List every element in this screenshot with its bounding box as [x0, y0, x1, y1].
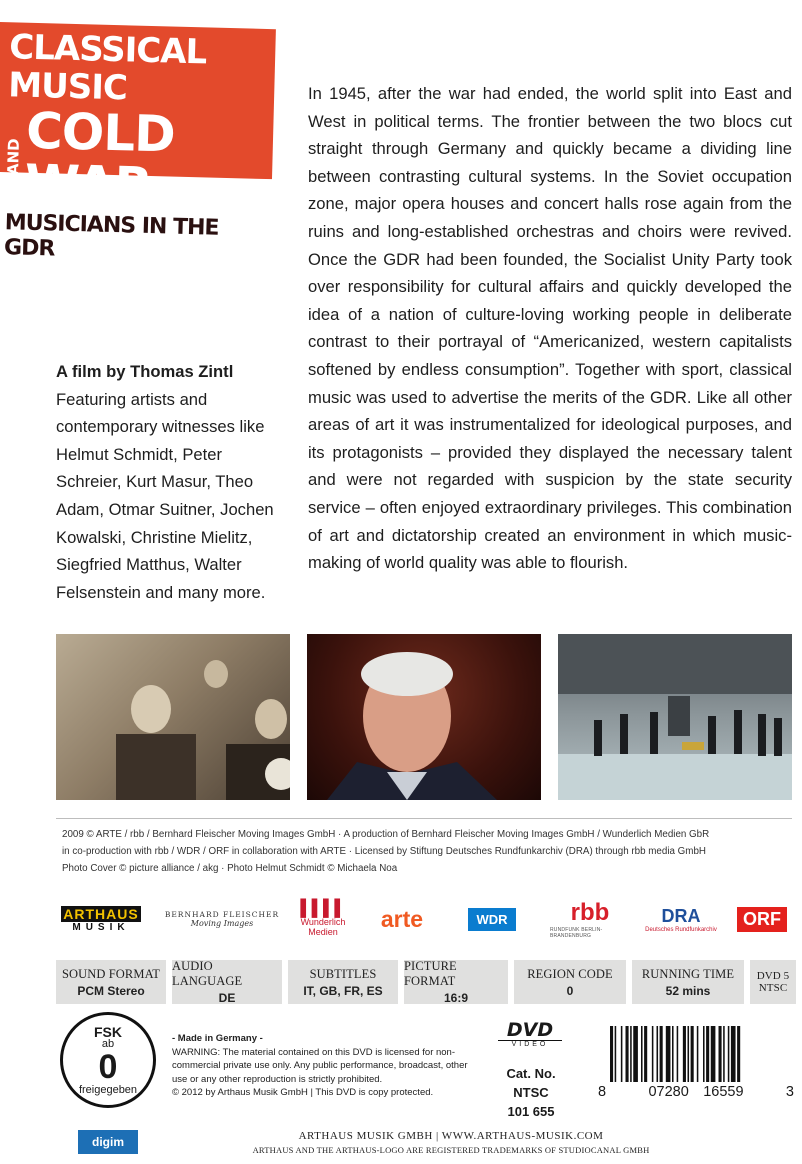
barcode-group-1: 07280 [648, 1084, 689, 1100]
wunderlich-logo-line2: Medien [308, 927, 338, 937]
spec-value: 0 [566, 983, 574, 998]
barcode-icon [598, 1026, 794, 1088]
dvd-logo-mark: DVD [506, 1019, 554, 1041]
fsk-freigegeben: freigegeben [78, 1083, 138, 1096]
fleischer-logo-name: BERNHARD FLEISCHER [164, 910, 280, 919]
barcode-digits [598, 1084, 794, 1100]
wunderlich-mark-icon: ▌▌▌▌ [300, 900, 346, 917]
spec-region-code [514, 960, 626, 1004]
fsk-label: FSK [94, 1023, 122, 1040]
crowd-photo-shapes [56, 634, 290, 800]
dra-logo [644, 896, 718, 942]
spec-label: SUBTITLES [309, 966, 377, 981]
spec-label: SOUND FORMAT [61, 966, 161, 981]
partner-logos [56, 896, 792, 942]
arthaus-logo-top: ARTHAUS [63, 905, 139, 922]
barcode-group-2: 16559 [703, 1084, 744, 1100]
made-in-germany: - Made in Germany - [172, 1033, 263, 1044]
spec-value: IT, GB, FR, ES [303, 983, 383, 998]
credits-heading: A film by Thomas Zintl [56, 362, 234, 381]
spec-value: PCM Stereo [77, 983, 145, 998]
title-banner [0, 22, 276, 262]
spec-sound-format [56, 960, 166, 1004]
arte-logo: arte [380, 905, 424, 932]
title-line-1: CLASSICAL MUSIC [7, 27, 207, 109]
digim-logo: digim [78, 1130, 138, 1154]
orf-logo [732, 896, 792, 942]
rbb-logo-text: rbb [570, 899, 610, 926]
dra-logo-text: DRA [661, 905, 701, 926]
copyright-warning [172, 1032, 482, 1100]
spec-audio-language [172, 960, 282, 1004]
rbb-logo-sub: RUNDFUNK BERLIN-BRANDENBURG [550, 927, 603, 939]
wunderlich-logo-line1: Wunderlich [300, 917, 346, 927]
film-credits [56, 358, 292, 606]
spec-picture-format [404, 960, 508, 1004]
fsk-ab: ab [101, 1037, 115, 1050]
catalog-value: 101 655 [507, 1104, 555, 1119]
catalog-label: Cat. No. NTSC [506, 1066, 556, 1100]
photo-portrait [307, 634, 541, 800]
spec-subtitles [288, 960, 398, 1004]
wdr-logo [454, 896, 530, 942]
fleischer-logo-sub: Moving Images [190, 919, 254, 928]
spec-table [56, 960, 796, 1004]
rbb-logo [550, 896, 630, 942]
photo-crowd [56, 634, 290, 800]
spec-value: NTSC [758, 982, 788, 994]
fleischer-logo [164, 896, 280, 942]
legal-line-2: in co-production with rbb / WDR / ORF in collaboration with ARTE · Licensed by Stiftung Deutsches Rundfunkarchiv (DRA) through rbb media GmbH [62, 846, 706, 857]
fsk-rating-badge [60, 1012, 156, 1108]
portrait-photo-shapes [307, 634, 541, 800]
footer-line-1: ARTHAUS MUSIK GMBH | WWW.ARTHAUS-MUSIK.COM [298, 1130, 604, 1142]
spec-label: REGION CODE [527, 966, 613, 981]
synopsis-text: In 1945, after the war had ended, the world split into East and West in political terms. The frontier between the two blocs cut straight through Germany and quickly became a dividing line between contrasting cultural systems. In the Soviet occupation zone, major opera houses and concert halls rose again from the ruins and long-established orchestras and choirs were revived. Once the GDR had been founded, the Socialist Unity Party took over responsibility for cultural affairs and quickly developed the idea of a nation of culture-loving working people in deliberate contrast to their portrayal of “Americanized, western capitalists softened by endless consumption”. Together with sport, classical music was used to advertise the merits of the GDR. Like all other areas of art it was instrumentalized for ideological purposes, and its protagonists – provided they displayed the necessary talent and were not regarded with suspicion by the state security service – often enjoyed extraordinary privileges. This combination of art and dictatorship created an environment in which music-making of world quality was able to flourish. [308, 84, 792, 573]
arthaus-logo-bottom: MUSIK [72, 921, 130, 933]
arthaus-logo [56, 896, 146, 942]
credits-text: Featuring artists and contemporary witnesses like Helmut Schmidt, Peter Schreier, Kurt Masur, Theo Adam, Otmar Suitner, Jochen Kowalski, Christine Mielitz, Siegfried Matthus, Walter Felsenstein and many more. [56, 389, 274, 602]
title-line-2 [4, 101, 266, 216]
footer [156, 1130, 746, 1155]
title-subtitle: MUSICIANS IN THE GDR [3, 210, 219, 262]
dvd-video-logo [498, 1020, 562, 1060]
warning-text: WARNING: The material contained on this DVD is licensed for non-commercial private use only. Any public performance, broadcast, other use or any other reproduction is strictly prohibited. [172, 1046, 468, 1085]
divider [56, 818, 792, 819]
footer-line-2: ARTHAUS AND THE ARTHAUS-LOGO ARE REGISTERED TRADEMARKS OF STUDIOCANAL GMBH [252, 1145, 650, 1155]
legal-line-3: Photo Cover © picture alliance / akg · Photo Helmut Schmidt © Michaela Noa [62, 863, 398, 874]
title-cold-war: COLD WAR [24, 101, 176, 216]
barcode-first-digit: 8 [598, 1084, 607, 1100]
spec-label: PICTURE FORMAT [404, 959, 457, 988]
orf-logo-text: ORF [737, 907, 787, 932]
dra-logo-sub: Deutsches Rundfunkarchiv [645, 926, 717, 933]
barcode-last-digit: 3 [785, 1084, 794, 1100]
spec-running-time [632, 960, 744, 1004]
legal-credits [62, 826, 802, 877]
warning-copyright: © 2012 by Arthaus Musik GmbH | This DVD is copy protected. [172, 1087, 434, 1099]
wdr-logo-text: WDR [468, 908, 515, 931]
photo-stage [558, 634, 792, 800]
spec-dvd-type [750, 960, 796, 1004]
spec-label: AUDIO LANGUAGE [172, 959, 243, 988]
wunderlich-logo [292, 896, 354, 942]
stage-photo-shapes [558, 634, 792, 800]
dvd-logo-video: VIDEO [498, 1040, 562, 1048]
catalog-number [490, 1064, 572, 1121]
title-and: AND [4, 137, 23, 175]
spec-label: RUNNING TIME [641, 966, 735, 981]
spec-value: 52 mins [665, 983, 711, 998]
spec-value: 16:9 [443, 991, 469, 1005]
legal-line-1: 2009 © ARTE / rbb / Bernhard Fleischer Moving Images GmbH · A production of Bernhard Fleischer Moving Images GmbH / Wunderlich Medien GbR [62, 829, 710, 840]
fsk-age: 0 [98, 1047, 118, 1086]
spec-value: DE [218, 991, 236, 1005]
spec-label: DVD 5 [756, 970, 790, 982]
